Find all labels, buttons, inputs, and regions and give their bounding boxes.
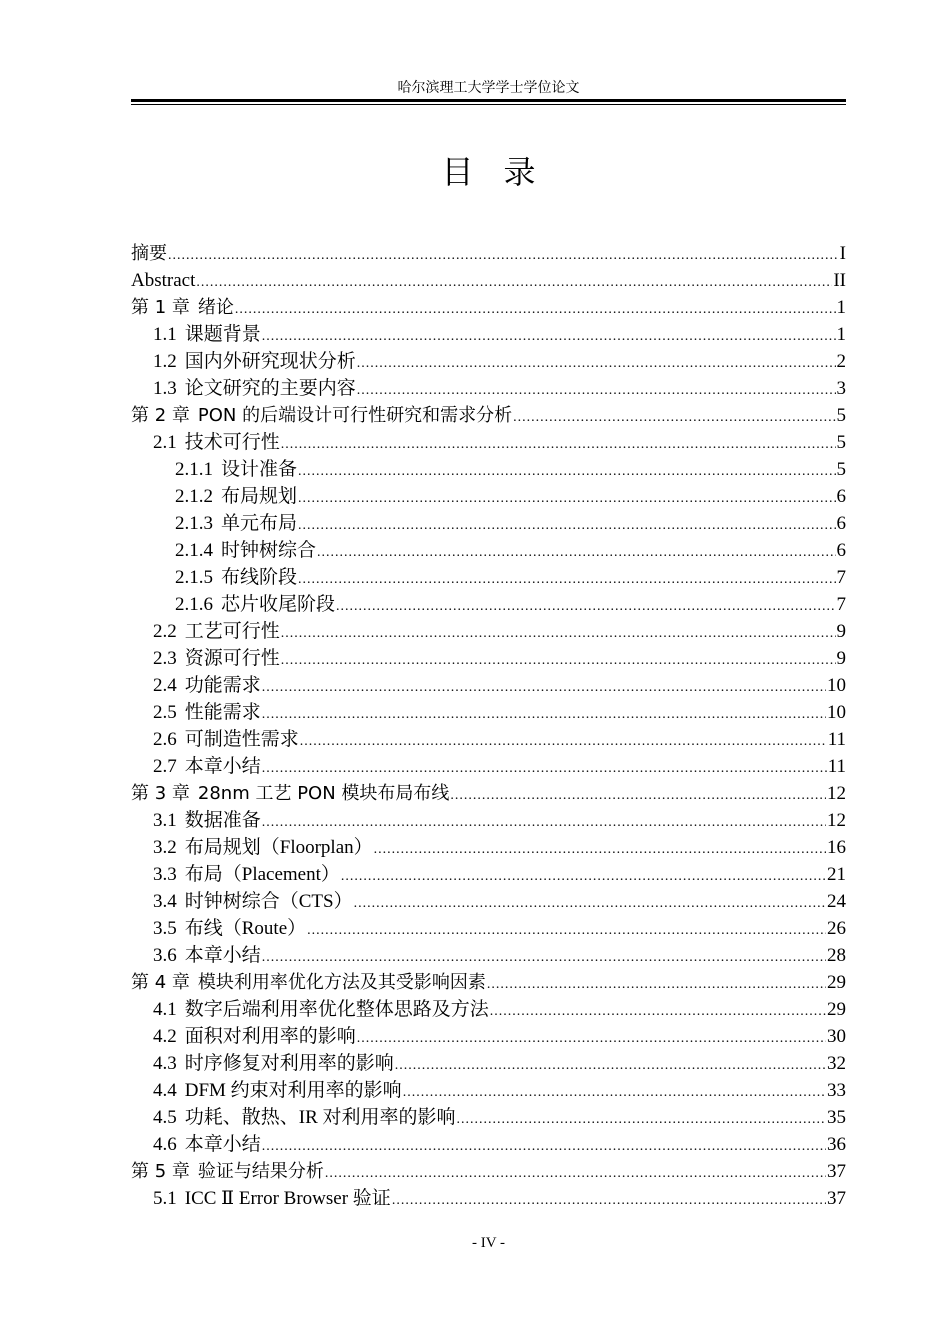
toc-entry-title xyxy=(153,321,261,348)
toc-page-number: II xyxy=(833,270,846,291)
toc-entry-text: 课题背景 xyxy=(184,324,261,345)
toc-entry-title xyxy=(153,1185,391,1212)
toc-entry[interactable] xyxy=(131,294,846,321)
toc-entry-text: 28nm 工艺 PON 模块布局布线 xyxy=(197,783,450,804)
toc-entry-title xyxy=(153,672,261,699)
toc-entry-title xyxy=(175,591,335,618)
toc-page-number: 29 xyxy=(827,972,846,993)
toc-entry-text: 验证与结果分析 xyxy=(197,1161,324,1182)
toc-entry[interactable] xyxy=(131,780,846,807)
toc-entry[interactable] xyxy=(131,1158,846,1185)
toc-dot-leader xyxy=(374,836,826,863)
toc-entry-text: 模块利用率优化方法及其受影响因素 xyxy=(197,972,486,993)
toc-dot-leader xyxy=(357,350,836,377)
toc-page-number: 35 xyxy=(827,1107,846,1128)
toc-entry-text: 绪论 xyxy=(197,297,234,318)
toc-entry-number: 2.1.1 xyxy=(175,459,213,480)
toc-page-number: 6 xyxy=(836,513,846,534)
toc-page-number: 37 xyxy=(827,1188,846,1209)
toc-entry-title xyxy=(153,1077,402,1104)
toc-entry-text: 功能需求 xyxy=(184,675,261,696)
toc-entry[interactable] xyxy=(131,1050,846,1077)
toc-entry[interactable] xyxy=(131,672,846,699)
toc-entry-title xyxy=(153,888,353,915)
toc-entry-title xyxy=(175,564,297,591)
toc-entry-text: 本章小结 xyxy=(184,1134,261,1155)
toc-entry-title xyxy=(153,753,261,780)
toc-page-number: 9 xyxy=(836,648,846,669)
toc-dot-leader xyxy=(354,890,826,917)
toc-dot-leader xyxy=(341,863,826,890)
toc-entry-title xyxy=(131,240,167,267)
toc-dot-leader xyxy=(196,269,832,296)
toc-page-number: 33 xyxy=(827,1080,846,1101)
toc-entry[interactable] xyxy=(131,996,846,1023)
toc-page-number: 7 xyxy=(836,567,846,588)
toc-entry-title xyxy=(153,618,280,645)
toc-page-number: 1 xyxy=(836,297,846,318)
toc-entry-text: 时序修复对利用率的影响 xyxy=(184,1053,394,1074)
toc-entry[interactable] xyxy=(131,375,846,402)
toc-entry-number: 4.2 xyxy=(153,1026,177,1047)
toc-entry-number: 3.5 xyxy=(153,918,177,939)
toc-dot-leader xyxy=(262,809,826,836)
toc-page-number: 11 xyxy=(827,729,846,750)
toc-dot-leader xyxy=(317,539,835,566)
toc-entry-number: 3.1 xyxy=(153,810,177,831)
toc-entry-number: 4.6 xyxy=(153,1134,177,1155)
toc-page-number: 12 xyxy=(827,783,846,804)
toc-entry-text: 本章小结 xyxy=(184,756,261,777)
toc-entry-text: PON 的后端设计可行性研究和需求分析 xyxy=(197,405,513,426)
toc-dot-leader xyxy=(281,431,836,458)
toc-page-number: 37 xyxy=(827,1161,846,1182)
toc-entry-number: 2.1 xyxy=(153,432,177,453)
toc-entry-text: 时钟树综合 xyxy=(221,540,317,561)
toc-page-number: 1 xyxy=(836,324,846,345)
toc-entry-number: 2.5 xyxy=(153,702,177,723)
toc-dot-leader xyxy=(513,404,835,431)
toc-entry[interactable] xyxy=(131,429,846,456)
toc-entry-number: 3.2 xyxy=(153,837,177,858)
toc-entry-text: 资源可行性 xyxy=(184,648,280,669)
toc-page-number: 10 xyxy=(827,675,846,696)
toc-entry-text: 论文研究的主要内容 xyxy=(184,378,356,399)
toc-page-number: 30 xyxy=(827,1026,846,1047)
toc-entry-title xyxy=(175,456,297,483)
toc-entry-number: 第 2 章 xyxy=(131,405,190,426)
toc-entry-title xyxy=(153,915,306,942)
header-rule-thin xyxy=(131,104,846,105)
toc-entry-title xyxy=(153,348,356,375)
toc-entry-text: ICC Ⅱ Error Browser 验证 xyxy=(184,1188,391,1209)
toc-page-number: 5 xyxy=(836,459,846,480)
toc-entry-title xyxy=(153,861,340,888)
toc-entry-number: 第 3 章 xyxy=(131,783,190,804)
toc-entry-number: 2.2 xyxy=(153,621,177,642)
toc-dot-leader xyxy=(262,323,836,350)
toc-entry-text: 布局（Placement） xyxy=(184,864,340,885)
toc-entry[interactable] xyxy=(131,888,846,915)
toc-entry-number: 2.4 xyxy=(153,675,177,696)
toc-page-number: 11 xyxy=(827,756,846,777)
page-number: - IV - xyxy=(471,1235,506,1251)
toc-entry[interactable] xyxy=(131,564,846,591)
toc-entry[interactable] xyxy=(131,645,846,672)
toc-entry-number: 1.3 xyxy=(153,378,177,399)
toc-entry[interactable] xyxy=(131,861,846,888)
toc-page-number: 21 xyxy=(827,864,846,885)
toc-entry-number: 2.1.5 xyxy=(175,567,213,588)
toc-entry-text: 摘要 xyxy=(131,243,167,264)
toc-entry-number: 2.6 xyxy=(153,729,177,750)
toc-entry-text: 芯片收尾阶段 xyxy=(221,594,336,615)
toc-page-number: 28 xyxy=(827,945,846,966)
toc-entry[interactable] xyxy=(131,321,846,348)
toc-dot-leader xyxy=(262,674,826,701)
toc-entry-number: 2.1.2 xyxy=(175,486,213,507)
toc-page-number: 16 xyxy=(827,837,846,858)
toc-page-number: 6 xyxy=(836,486,846,507)
toc-entry-number: 4.1 xyxy=(153,999,177,1020)
toc-page-number: 7 xyxy=(836,594,846,615)
toc-entry-title xyxy=(153,699,261,726)
toc-entry-number: 2.1.3 xyxy=(175,513,213,534)
toc-entry-text: 单元布局 xyxy=(221,513,298,534)
toc-entry[interactable] xyxy=(131,753,846,780)
toc-entry-text: Abstract xyxy=(131,270,196,291)
toc-page-number: I xyxy=(839,243,846,264)
toc-entry[interactable] xyxy=(131,618,846,645)
toc-dot-leader xyxy=(262,1133,826,1160)
toc-dot-leader xyxy=(235,296,836,323)
toc-entry-text: 布线阶段 xyxy=(221,567,298,588)
toc-entry-title xyxy=(153,834,373,861)
toc-entry-text: 数据准备 xyxy=(184,810,261,831)
toc-entry-title xyxy=(153,1131,261,1158)
toc-entry-title xyxy=(131,267,195,294)
toc-entry[interactable] xyxy=(131,807,846,834)
toc-entry-text: 时钟树综合（CTS） xyxy=(184,891,353,912)
toc-dot-leader xyxy=(307,917,826,944)
toc-entry-text: 国内外研究现状分析 xyxy=(184,351,356,372)
toc-entry-number: 1.1 xyxy=(153,324,177,345)
toc-entry[interactable] xyxy=(131,510,846,537)
toc-entry[interactable] xyxy=(131,699,846,726)
toc-entry-text: 面积对利用率的影响 xyxy=(184,1026,356,1047)
toc-entry-title xyxy=(131,294,234,321)
toc-entry-number: 4.4 xyxy=(153,1080,177,1101)
toc-entry-title xyxy=(153,942,261,969)
toc-page-number: 9 xyxy=(836,621,846,642)
toc-entry[interactable] xyxy=(131,240,846,267)
toc-entry[interactable] xyxy=(131,1131,846,1158)
toc-entry-text: DFM 约束对利用率的影响 xyxy=(184,1080,402,1101)
toc-entry[interactable] xyxy=(131,267,846,294)
toc-entry-text: 性能需求 xyxy=(184,702,261,723)
toc-entry[interactable] xyxy=(131,726,846,753)
toc-dot-leader xyxy=(298,485,835,512)
toc-dot-leader xyxy=(403,1079,826,1106)
toc-entry-text: 布线（Route） xyxy=(184,918,307,939)
toc-entry-title xyxy=(153,1023,356,1050)
toc-entry[interactable] xyxy=(131,969,846,996)
toc-entry-title xyxy=(175,510,297,537)
toc-page-number: 3 xyxy=(836,378,846,399)
toc-dot-leader xyxy=(300,728,827,755)
toc-page-number: 24 xyxy=(827,891,846,912)
toc-dot-leader xyxy=(168,242,839,269)
toc-entry[interactable] xyxy=(131,348,846,375)
toc-entry-number: 第 1 章 xyxy=(131,297,190,318)
toc-entry-number: 3.6 xyxy=(153,945,177,966)
toc-dot-leader xyxy=(357,1025,826,1052)
toc-dot-leader xyxy=(298,458,835,485)
toc-page-number: 10 xyxy=(827,702,846,723)
toc-dot-leader xyxy=(325,1160,826,1187)
toc-entry-title xyxy=(153,429,280,456)
toc-entry[interactable] xyxy=(131,456,846,483)
toc-entry-text: 设计准备 xyxy=(221,459,298,480)
toc-entry-text: 数字后端利用率优化整体思路及方法 xyxy=(184,999,489,1020)
toc-entry-number: 第 5 章 xyxy=(131,1161,190,1182)
toc-entry-title xyxy=(153,1050,394,1077)
toc-dot-leader xyxy=(357,377,836,404)
toc-page-number: 12 xyxy=(827,810,846,831)
toc-entry-title xyxy=(175,483,297,510)
toc-entry[interactable] xyxy=(131,1104,846,1131)
toc-entry-number: 2.1.4 xyxy=(175,540,213,561)
toc-entry-title xyxy=(153,1104,456,1131)
toc-entry-text: 本章小结 xyxy=(184,945,261,966)
toc-dot-leader xyxy=(262,944,826,971)
toc-entry-number: 2.3 xyxy=(153,648,177,669)
toc-entry-number: 4.5 xyxy=(153,1107,177,1128)
toc-title: 目录 xyxy=(441,153,566,191)
toc-entry-title xyxy=(153,375,356,402)
toc-entry[interactable] xyxy=(131,834,846,861)
toc-page-number: 6 xyxy=(836,540,846,561)
toc-dot-leader xyxy=(281,647,836,674)
toc-entry[interactable] xyxy=(131,537,846,564)
toc-entry-number: 第 4 章 xyxy=(131,972,190,993)
toc-entry[interactable] xyxy=(131,483,846,510)
toc-entry-title xyxy=(131,1158,324,1185)
table-of-contents xyxy=(131,240,846,1212)
toc-entry-number: 2.1.6 xyxy=(175,594,213,615)
toc-page-number: 32 xyxy=(827,1053,846,1074)
toc-page-number: 26 xyxy=(827,918,846,939)
toc-entry-title xyxy=(131,969,486,996)
toc-entry-text: 技术可行性 xyxy=(184,432,280,453)
toc-entry-title xyxy=(153,645,280,672)
toc-page-number: 5 xyxy=(836,432,846,453)
toc-entry[interactable] xyxy=(131,402,846,429)
toc-entry-number: 4.3 xyxy=(153,1053,177,1074)
toc-dot-leader xyxy=(457,1106,826,1133)
page-header: 哈尔滨理工大学学士学位论文 xyxy=(397,80,580,96)
toc-dot-leader xyxy=(298,566,835,593)
toc-entry-title xyxy=(153,726,299,753)
toc-entry[interactable] xyxy=(131,591,846,618)
toc-entry[interactable] xyxy=(131,1077,846,1104)
toc-entry[interactable] xyxy=(131,1023,846,1050)
toc-entry-text: 可制造性需求 xyxy=(184,729,299,750)
toc-entry-title xyxy=(131,402,512,429)
toc-entry-text: 布局规划 xyxy=(221,486,298,507)
toc-entry-number: 3.3 xyxy=(153,864,177,885)
toc-dot-leader xyxy=(336,593,835,620)
toc-entry-number: 5.1 xyxy=(153,1188,177,1209)
toc-entry[interactable] xyxy=(131,1185,846,1212)
toc-entry-text: 功耗、散热、IR 对利用率的影响 xyxy=(184,1107,456,1128)
toc-entry-title xyxy=(153,807,261,834)
header-rule-thick xyxy=(131,99,846,102)
toc-page-number: 36 xyxy=(827,1134,846,1155)
toc-dot-leader xyxy=(490,998,826,1025)
toc-dot-leader xyxy=(262,701,826,728)
toc-page-number: 29 xyxy=(827,999,846,1020)
toc-page-number: 2 xyxy=(836,351,846,372)
toc-entry-title xyxy=(153,996,489,1023)
toc-entry-number: 1.2 xyxy=(153,351,177,372)
toc-entry[interactable] xyxy=(131,942,846,969)
toc-entry-text: 工艺可行性 xyxy=(184,621,280,642)
toc-dot-leader xyxy=(262,755,827,782)
toc-dot-leader xyxy=(392,1187,826,1214)
toc-dot-leader xyxy=(281,620,836,647)
toc-dot-leader xyxy=(450,782,826,809)
toc-page-number: 5 xyxy=(836,405,846,426)
toc-dot-leader xyxy=(487,971,826,998)
toc-entry-title xyxy=(131,780,449,807)
toc-entry-number: 2.7 xyxy=(153,756,177,777)
toc-entry-number: 3.4 xyxy=(153,891,177,912)
toc-dot-leader xyxy=(298,512,835,539)
toc-entry-title xyxy=(175,537,316,564)
toc-entry[interactable] xyxy=(131,915,846,942)
toc-entry-text: 布局规划（Floorplan） xyxy=(184,837,373,858)
toc-dot-leader xyxy=(395,1052,826,1079)
